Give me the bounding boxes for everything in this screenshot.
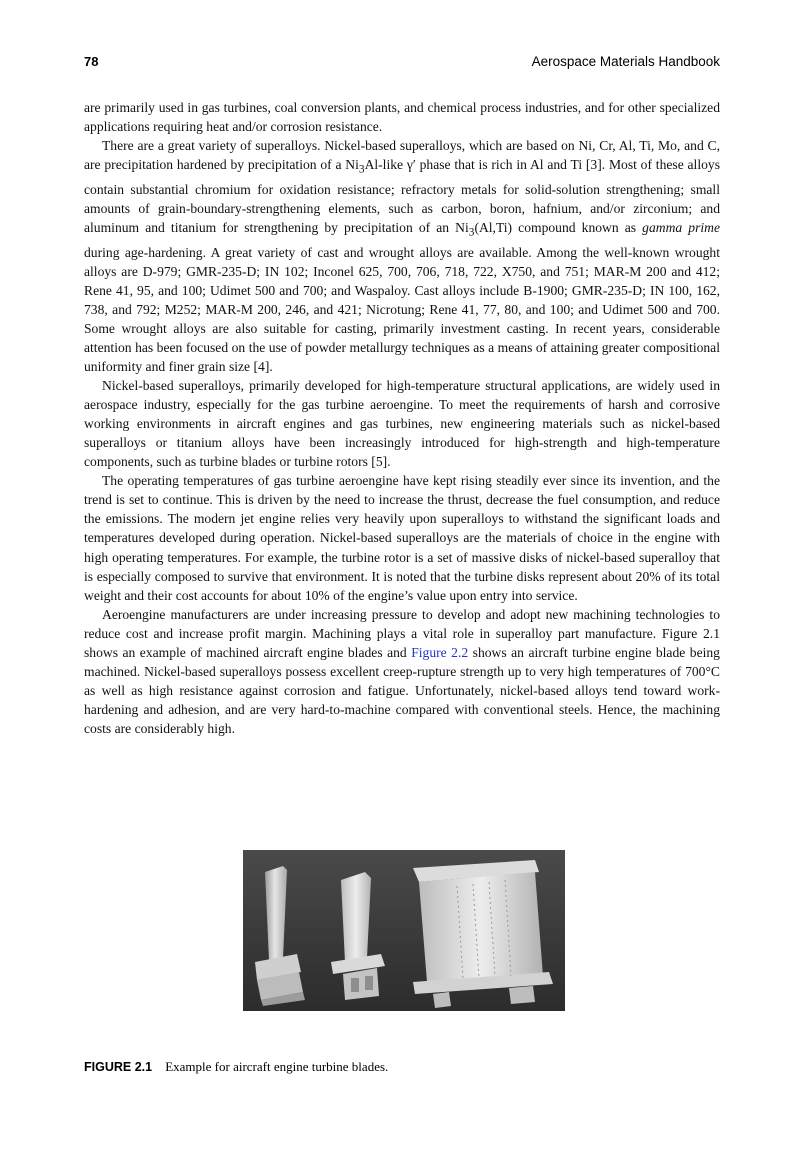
paragraph-2-text-b: Al-like γ′ phase that is rich in Al and Ti [3]. Most of these alloys contain substantial chromium for oxidation resistance; refractory metals for solid-solution strengthening; small amounts of grain-boundary-strengthening elements, such as carbon, boron, hafnium, and/or zirconium; and aluminum and titanium for strengthening by precipitation of an Ni: [84, 157, 720, 235]
subscript-3: 3: [358, 163, 365, 176]
paragraph-2-text-d: during age-hardening. A great variety of cast and wrought alloys are available. Among the well-known wrought alloys are D-979; GMR-235-D; IN 102; Inconel 625, 700, 706, 718, 722, X750, and 751; MAR-M 200 and 412; Rene 41, 95, and 100; Udimet 500 and 700; and Waspaloy. Cast alloys include B-1900; GMR-235-D; IN 100, 162, 738, and 792; M252; MAR-M 200, 246, and 421; Nicrotung; Rene 41, 77, 80, and 100; and Udimet 500 and 700. Some wrought alloys are also suitable for casting, primarily investment casting. In recent years, considerable attention has been focused on the use of powder metallurgy techniques as a means of attaining greater compositional uniformity and finer grain size [4].: [84, 244, 720, 375]
figure-caption: [84, 1059, 720, 1075]
subscript-3: 3: [468, 226, 475, 239]
paragraph-2: [84, 136, 720, 376]
paragraph-2-text-c: (Al,Ti) compound known as: [474, 220, 643, 235]
running-title: Aerospace Materials Handbook: [531, 54, 720, 69]
figure-label: FIGURE 2.1: [84, 1060, 153, 1074]
paragraph-5-text-b: shows an aircraft turbine engine blade being machined. Nickel-based superalloys possess excellent creep-rupture strength up to very high temperatures of 700°C as well as high resistance against corrosion and fatigue. Unfortunately, nickel-based alloys tend toward work-hardening and adhesion, and are very hard-to-machine compared with conventional steels. Hence, the machining costs are considerably high.: [84, 644, 720, 736]
paragraph-1: are primarily used in gas turbines, coal conversion plants, and chemical process industries, and for other specialized applications requiring heat and/or corrosion resistance.: [84, 100, 720, 135]
body-text: [84, 98, 720, 738]
paragraph-2-text-a: There are a great variety of superalloys. Nickel-based superalloys, which are based on Ni, Cr, Al, Ti, Mo, and C, are precipitation hardened by precipitation of a Ni: [84, 138, 720, 173]
gamma-prime-term: gamma prime: [642, 220, 721, 235]
figure-2-2-link[interactable]: Figure 2.2: [411, 644, 469, 660]
paragraph-3: Nickel-based superalloys, primarily developed for high-temperature structural applications, are widely used in aerospace industry, especially for the gas turbine aeroengine. To meet the requirements of harsh and corrosive working environments in aircraft engines and gas turbines, new engineering materials such as nickel-based superalloys or titanium alloys have been increasingly introduced for high-strength and high-temperature components, such as turbine blades or turbine rotors [5].: [84, 378, 720, 470]
turbine-blades-photo: [243, 850, 565, 1011]
figure-caption-text: Example for aircraft engine turbine blades.: [165, 1059, 389, 1074]
paragraph-5: [84, 605, 720, 738]
turbine-blades-image: [243, 850, 565, 1011]
paragraph-5-text-a: Aeroengine manufacturers are under increasing pressure to develop and adopt new machining technologies to reduce cost and increase profit margin. Machining plays a vital role in superalloy part manufacture. Figure 2.1 shows an example of machined aircraft engine blades and: [84, 606, 720, 660]
page-header: [84, 54, 720, 74]
page-number: 78: [84, 54, 99, 69]
paragraph-4: The operating temperatures of gas turbine aeroengine have kept rising steadily ever since its invention, and the trend is set to continue. This is driven by the need to increase the thrust, decrease the fuel consumption, and reduce the emissions. The modern jet engine relies very heavily upon superalloys to withstand the significant loads and temperatures developed during operation. Nickel-based superalloys are the materials of choice in the engine with high operating temperatures. For example, the turbine rotor is a set of massive disks of nickel-based superalloy that is especially composed to survive that environment. It is noted that the turbine disks represent about 20% of its total weight and their cost accounts for about 10% of the engine’s value upon entry into service.: [84, 473, 720, 603]
